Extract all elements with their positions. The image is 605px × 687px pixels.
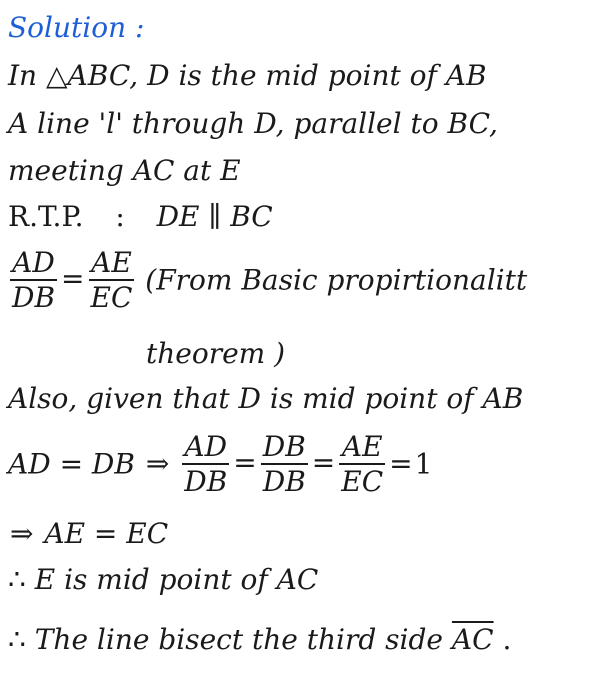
given-line-1-rest: ABC, D is the mid point of AB	[67, 59, 487, 92]
fraction-ad-db	[182, 432, 229, 497]
segment-ac: $\overline{AC}$	[451, 623, 494, 656]
bpt-reason: (From Basic propirtionalitt	[145, 263, 528, 297]
bpt-reason-cont: theorem )	[146, 337, 286, 370]
implies-icon: ⇒	[10, 517, 34, 550]
fraction-denominator: DB	[262, 465, 306, 499]
fraction-denominator: DB	[184, 465, 228, 499]
equals-sign: =	[61, 261, 85, 295]
fraction-numerator: AD	[184, 430, 228, 463]
conclusion-1-text: E is mid point of AC	[34, 563, 319, 596]
ae-equals-ec-line	[8, 517, 169, 550]
conclusion-2	[8, 623, 512, 656]
fraction-numerator: AE	[91, 246, 132, 279]
period: .	[502, 623, 512, 656]
given-line-1	[8, 59, 487, 92]
equals-sign: =	[233, 445, 257, 479]
fraction-denominator: EC	[90, 281, 133, 315]
fraction-ae-ec	[339, 432, 385, 497]
ad-equals-db: AD = DB	[8, 447, 135, 481]
triangle-icon: △	[46, 59, 68, 92]
fraction-numerator: AE	[341, 430, 383, 463]
conclusion-1	[8, 563, 319, 596]
rtp-colon: :	[115, 200, 125, 233]
implies-icon: ⇒	[145, 447, 170, 481]
given-line-3: meeting AC at E	[8, 154, 241, 187]
fraction-numerator: AD	[12, 246, 55, 279]
rtp-statement: DE ∥ BC	[156, 200, 273, 233]
equals-sign: =	[311, 445, 336, 479]
bpt-equation	[8, 248, 527, 313]
conclusion-2-text: The line bisect the third side	[34, 623, 444, 656]
therefore-icon: ∴	[8, 563, 26, 596]
given-line-2: A line 'l' through D, parallel to BC,	[8, 107, 498, 140]
fraction-denominator: EC	[341, 465, 384, 499]
also-line: Also, given that D is mid point of AB	[8, 382, 524, 415]
fraction-denominator: DB	[12, 281, 56, 315]
midpoint-equation	[8, 432, 432, 497]
fraction-numerator: DB	[262, 430, 306, 463]
fraction-ad-db	[10, 248, 57, 313]
rtp-label: R.T.P.	[8, 200, 84, 233]
fraction-ae-ec	[89, 248, 135, 313]
therefore-icon: ∴	[8, 623, 26, 656]
solution-title: Solution :	[8, 11, 145, 44]
rtp-line	[8, 200, 273, 233]
equals-sign: =	[389, 447, 413, 481]
fraction-db-db	[261, 432, 308, 497]
result-value: 1	[414, 447, 433, 481]
ae-equals-ec: AE = EC	[44, 517, 169, 550]
given-in: In	[8, 59, 38, 92]
